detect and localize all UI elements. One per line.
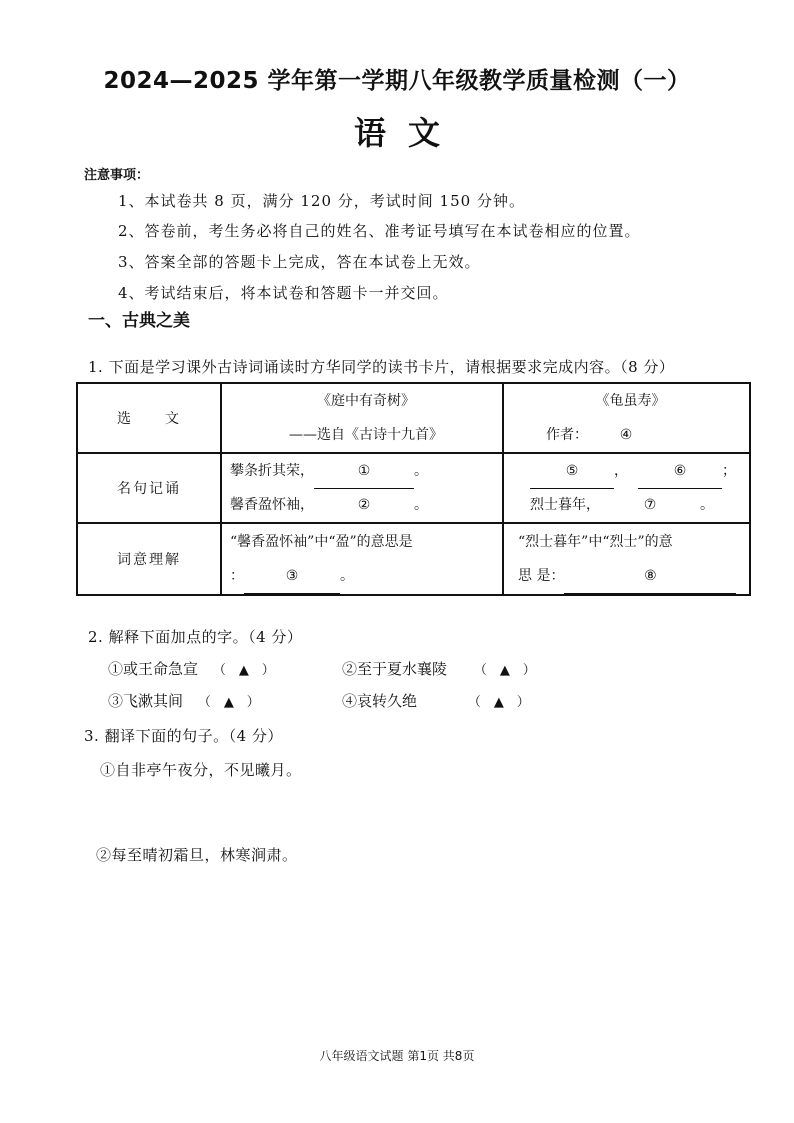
question-3-item-1: ①自非亭午夜分，不见曦月。 <box>100 761 302 779</box>
punctuation: 。 <box>414 463 428 479</box>
poem2-cell <box>503 383 750 453</box>
poem1-source: ——选自《古诗十九首》 <box>289 427 443 443</box>
answer-blank-5[interactable]: ⑤ <box>530 454 614 489</box>
recite-line-4: 烈士暮年， <box>530 497 600 513</box>
notice-heading: 注意事项： <box>84 168 150 183</box>
item-number: ② <box>342 660 358 678</box>
answer-placeholder[interactable]: （ ▲ ） <box>467 695 530 710</box>
meaning-left-text: “馨香盈怀袖”中“盈”的意思是 <box>230 534 413 550</box>
section-heading: 一、古典之美 <box>88 311 190 331</box>
notice-item: 3、答案全部的答题卡上完成，答在本试卷上无效。 <box>118 253 481 271</box>
poem1-title: 《庭中有奇树》 <box>317 393 415 409</box>
question-3-item-2: ②每至晴初霜旦，林寒涧肃。 <box>96 846 298 864</box>
reading-card-table <box>76 382 751 596</box>
answer-blank-7[interactable]: ⑦ <box>600 488 700 523</box>
recite-line-1: 攀条折其荣， <box>230 463 314 479</box>
answer-blank-6[interactable]: ⑥ <box>638 454 722 489</box>
item-text: 或王命急宣 <box>123 660 199 678</box>
meaning-right-text: “烈士暮年”中“烈士”的意 <box>518 534 673 550</box>
item-text: 哀转久绝 <box>357 692 418 710</box>
author-label: 作者： <box>546 427 588 443</box>
notice-item: 2、答卷前，考生务必将自己的姓名、准考证号填写在本试卷相应的位置。 <box>118 222 641 240</box>
answer-blank-8[interactable]: ⑧ <box>564 559 736 594</box>
punctuation: 。 <box>414 497 428 513</box>
punctuation: ； <box>722 463 736 479</box>
row-label-meaning: 词意理解 <box>77 523 221 595</box>
meaning-left-cell <box>221 523 503 595</box>
question-1-prompt: 1. 下面是学习课外古诗词诵读时方华同学的读书卡片，请根据要求完成内容。（8 分） <box>88 358 675 376</box>
recite-right-cell <box>503 453 750 523</box>
punctuation: ： <box>230 568 244 584</box>
answer-blank-2[interactable]: ② <box>314 488 414 523</box>
punctuation: 。 <box>700 497 714 513</box>
poem1-cell <box>221 383 503 453</box>
answer-placeholder[interactable]: （ ▲ ） <box>212 663 275 678</box>
question-3-prompt: 3. 翻译下面的句子。（4 分） <box>84 727 283 745</box>
row-label-selection: 选 文 <box>77 383 221 453</box>
item-number: ① <box>108 660 124 678</box>
answer-blank-1[interactable]: ① <box>314 454 414 489</box>
meaning-right-prefix: 思 是： <box>518 568 565 584</box>
question-2-item-4 <box>342 690 530 711</box>
page-footer: 八年级语文试题 第1页 共8页 <box>319 1049 475 1063</box>
notice-item: 4、考试结束后，将本试卷和答题卡一并交回。 <box>118 284 449 302</box>
item-number: ④ <box>342 692 358 710</box>
answer-blank-3[interactable]: ③ <box>244 559 340 594</box>
question-2-item-1 <box>108 658 275 679</box>
answer-placeholder[interactable]: （ ▲ ） <box>473 663 536 678</box>
punctuation: ， <box>614 463 628 479</box>
item-text: 飞漱其间 <box>123 692 184 710</box>
notice-item: 1、本试卷共 8 页，满分 120 分，考试时间 150 分钟。 <box>118 192 525 210</box>
answer-placeholder[interactable]: （ ▲ ） <box>197 695 260 710</box>
question-2-item-3 <box>108 690 260 711</box>
question-2-item-2 <box>342 658 536 679</box>
punctuation: 。 <box>340 568 354 584</box>
recite-line-2: 馨香盈怀袖， <box>230 497 314 513</box>
question-2-prompt: 2. 解释下面加点的字。（4 分） <box>88 628 303 646</box>
answer-blank-4[interactable]: ④ <box>588 418 664 453</box>
page-title: 2024—2025 学年第一学期八年级教学质量检测（一） <box>103 68 691 94</box>
item-text: 至于夏水襄陵 <box>357 660 448 678</box>
poem2-title: 《龟虽寿》 <box>595 393 666 409</box>
meaning-right-cell <box>503 523 750 595</box>
recite-left-cell <box>221 453 503 523</box>
subject-title: 语文 <box>353 114 462 152</box>
row-label-recite: 名句记诵 <box>77 453 221 523</box>
item-number: ③ <box>108 692 124 710</box>
